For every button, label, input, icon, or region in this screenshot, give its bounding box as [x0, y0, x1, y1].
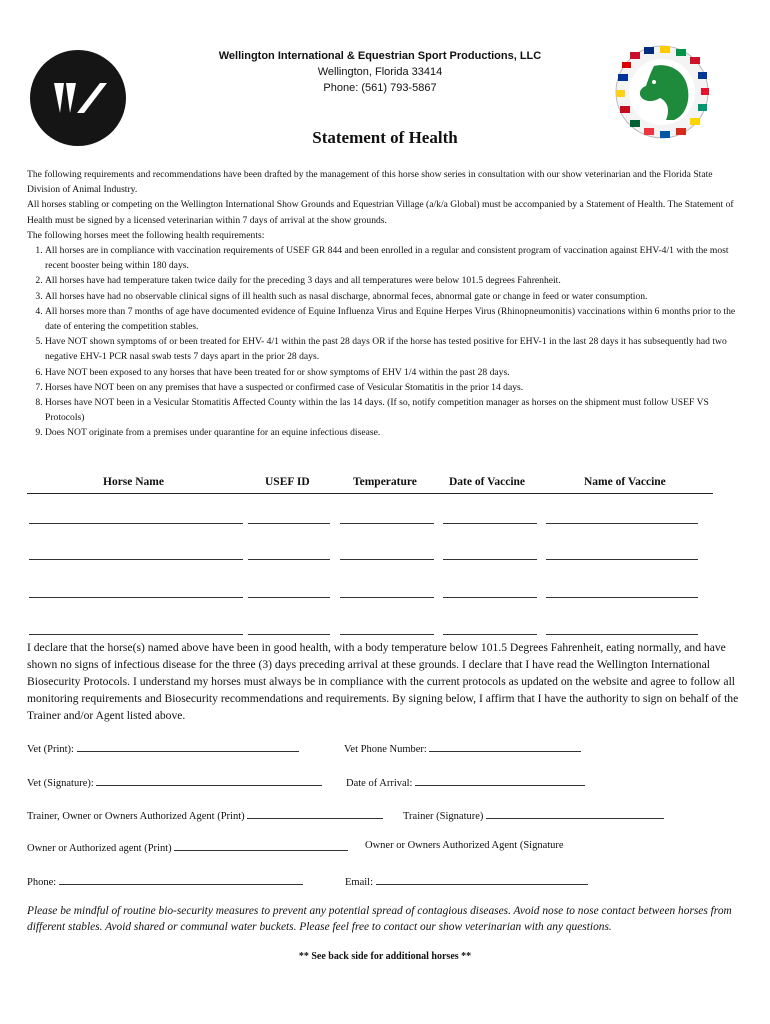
vet-phone-field[interactable]	[429, 741, 581, 752]
company-name: Wellington International & Equestrian Sport Productions, LLC	[218, 50, 542, 62]
intro-paragraph: The following horses meet the following health requirements:	[27, 229, 265, 241]
date-of-vaccine-field[interactable]	[443, 625, 537, 635]
header-temperature: Temperature	[353, 476, 417, 488]
name-of-vaccine-field[interactable]	[546, 588, 698, 598]
list-item: 5. Have NOT shown symptoms of or been treated for EHV- 4/1 within the past 28 days OR if the horse has tested positive for EHV-1 in the last 28 days it has subsequently had two negative EHV-1 PCR nasal swab tests 7 days apart in the prior 28 days.	[45, 334, 743, 364]
page-title: Statement of Health	[312, 128, 458, 147]
intro-paragraph: All horses stabling or competing on the Wellington International Show Grounds and Equestrian Village (a/k/a Global) must be accompanied by a Statement of Health. The Statement of Health must be signed by a licensed veterinarian within 7 days of arrival at the show grounds.	[27, 199, 734, 226]
list-item: 3. All horses have had no observable clinical signs of ill health such as nasal discharge, abnormal feces, abnormal gate or change in feed or water consumption.	[45, 289, 743, 304]
owner-print-field[interactable]	[174, 840, 348, 851]
vet-signature-field[interactable]	[96, 775, 322, 786]
email-field[interactable]	[376, 874, 588, 885]
date-arrival-row	[346, 775, 585, 789]
header-usef-id: USEF ID	[265, 476, 310, 488]
temperature-field[interactable]	[340, 588, 434, 598]
horse-name-field[interactable]	[29, 588, 243, 598]
table-row	[27, 514, 713, 524]
owner-print-row	[27, 840, 348, 854]
vet-signature-label: Vet (Signature):	[27, 778, 94, 789]
email-row	[345, 874, 588, 888]
company-info	[150, 48, 610, 96]
temperature-field[interactable]	[340, 514, 434, 524]
horse-name-field[interactable]	[29, 625, 243, 635]
requirements-list	[27, 243, 743, 441]
name-of-vaccine-field[interactable]	[546, 625, 698, 635]
name-of-vaccine-field[interactable]	[546, 514, 698, 524]
horse-name-field[interactable]	[29, 550, 243, 560]
trainer-signature-label: Trainer (Signature)	[403, 811, 484, 822]
horse-table-header	[27, 476, 713, 494]
back-side-note: ** See back side for additional horses **	[298, 951, 472, 962]
phone-label: Phone:	[27, 877, 57, 888]
company-city: Wellington, Florida 33414	[317, 66, 443, 78]
trainer-print-row	[27, 808, 383, 822]
list-item: 1. All horses are in compliance with vaccination requirements of USEF GR 844 and been enrolled in a regular and consistent program of vaccination against EHV-4/1 with the most recent booster being within 180 days.	[45, 243, 743, 273]
vet-print-row	[27, 741, 299, 755]
biosecurity-note: Please be mindful of routine bio-security measures to prevent any potential spread of contagious diseases. Avoid nose to nose contact between horses from different stables. Avoid shared or communal water buckets. Please feel free to contact our show veterinarian with any questions.	[27, 905, 732, 933]
header-horse-name: Horse Name	[103, 476, 164, 488]
list-item: 2. All horses have had temperature taken twice daily for the preceding 3 days and all temperatures were below 101.5 degrees Fahrenheit.	[45, 273, 743, 288]
trainer-print-label: Trainer, Owner or Owners Authorized Agent (Print)	[27, 811, 245, 822]
date-of-vaccine-field[interactable]	[443, 588, 537, 598]
header-name-of-vaccine: Name of Vaccine	[584, 476, 666, 488]
owner-signature-row	[365, 840, 564, 851]
vet-print-label: Vet (Print):	[27, 744, 74, 755]
date-arrival-label: Date of Arrival:	[346, 778, 413, 789]
date-of-vaccine-field[interactable]	[443, 550, 537, 560]
horse-head-icon	[614, 44, 710, 140]
trainer-signature-field[interactable]	[486, 808, 664, 819]
requirements-section	[27, 167, 743, 441]
temperature-field[interactable]	[340, 550, 434, 560]
table-row	[27, 550, 713, 560]
list-item: 8. Horses have NOT been in a Vesicular Stomatitis Affected County within the las 14 days. (If so, notify competition manager as horses on the shipment must follow USEF VS Protocols)	[45, 395, 743, 425]
vet-signature-row	[27, 775, 322, 789]
trainer-signature-row	[403, 808, 664, 822]
name-of-vaccine-field[interactable]	[546, 550, 698, 560]
horse-name-field[interactable]	[29, 514, 243, 524]
list-item: 7. Horses have NOT been on any premises that have a suspected or confirmed case of Vesicular Stomatitis in the prior 14 days.	[45, 380, 743, 395]
vet-print-field[interactable]	[77, 741, 299, 752]
date-of-vaccine-field[interactable]	[443, 514, 537, 524]
date-arrival-field[interactable]	[415, 775, 585, 786]
usef-id-field[interactable]	[248, 550, 330, 560]
company-phone: Phone: (561) 793-5867	[323, 82, 437, 94]
header-date-of-vaccine: Date of Vaccine	[449, 476, 526, 488]
table-row	[27, 588, 713, 598]
temperature-field[interactable]	[340, 625, 434, 635]
usef-id-field[interactable]	[248, 514, 330, 524]
owner-signature-label[interactable]: Owner or Owners Authorized Agent (Signature	[365, 840, 564, 851]
phone-row	[27, 874, 303, 888]
declaration-paragraph: I declare that the horse(s) named above have been in good health, with a body temperature below 101.5 Degrees Fahrenheit, eating normally, and have shown no signs of infectious disease for the three (3) days preceding arrival at these grounds. I declare that I have read the Wellington International Biosecurity Protocols. I understand my horses must always be in compliance with the current protocols as updated on the website and agree to follow all monitoring requirements and Biosecurity recommendations and requirements. By signing below, I affirm that I have the authority to sign on behalf of the Trainer and/or Agent listed above.	[27, 641, 739, 722]
vet-phone-label: Vet Phone Number:	[344, 744, 427, 755]
usef-id-field[interactable]	[248, 588, 330, 598]
trainer-print-field[interactable]	[247, 808, 383, 819]
list-item: 4. All horses more than 7 months of age have documented evidence of Equine Influenza Virus and Equine Herpes Virus (Rhinopneumonitis) vaccinations within 6 months prior to the date of entering the competition stables.	[45, 304, 743, 334]
usef-id-field[interactable]	[248, 625, 330, 635]
vet-phone-row	[344, 741, 581, 755]
email-label: Email:	[345, 877, 373, 888]
list-item: 6. Have NOT been exposed to any horses that have been treated for or show symptoms of EHV 1/4 within the past 28 days.	[45, 365, 743, 380]
list-item: 9. Does NOT originate from a premises under quarantine for an equine infectious disease.	[45, 425, 743, 440]
equestrian-flags-logo	[614, 44, 710, 140]
phone-field[interactable]	[59, 874, 303, 885]
intro-paragraph: The following requirements and recommendations have been drafted by the management of this horse show series in consultation with our show veterinarian and the Florida State Division of Animal Industry.	[27, 169, 713, 196]
owner-print-label: Owner or Authorized agent (Print)	[27, 843, 172, 854]
table-row	[27, 625, 713, 635]
